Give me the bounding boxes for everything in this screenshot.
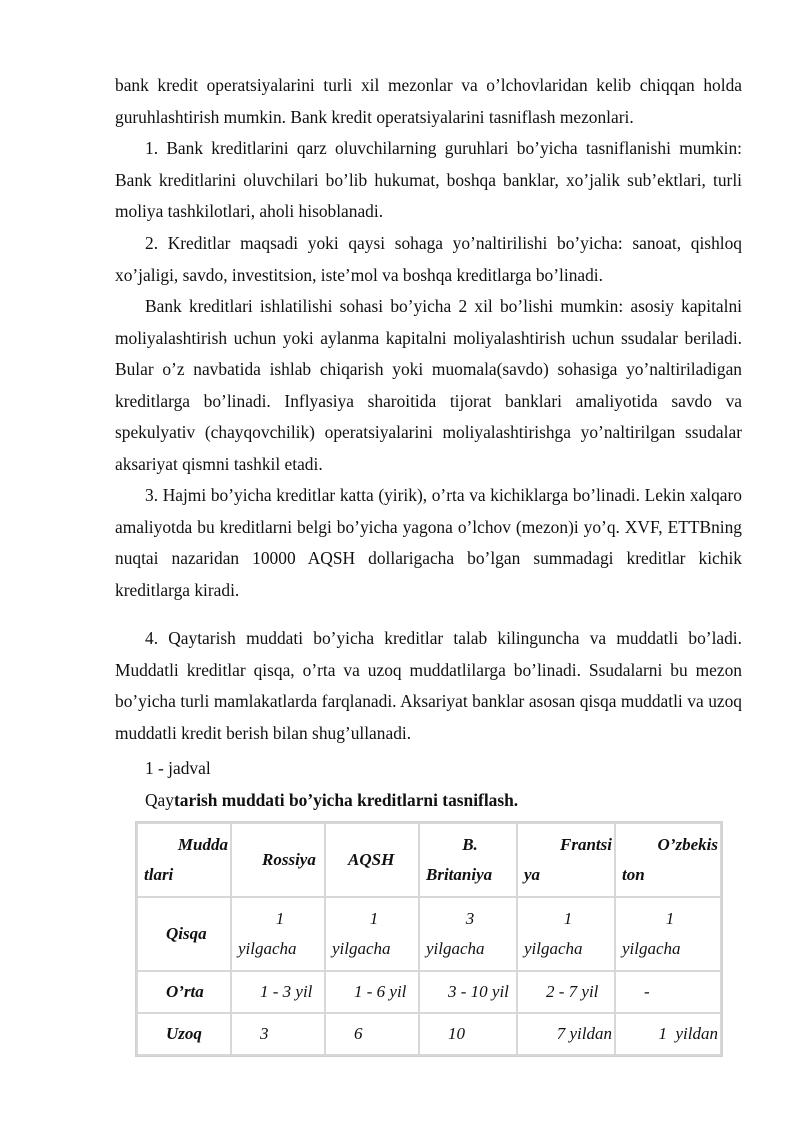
table-cell: 1 yilgacha bbox=[231, 897, 325, 971]
table-cell: 10 bbox=[419, 1013, 517, 1055]
caption-prefix: Qay bbox=[145, 790, 174, 810]
table-row bbox=[137, 1013, 721, 1055]
row-label-short: Qisqa bbox=[137, 897, 231, 971]
table-cell: 1 yilgacha bbox=[517, 897, 615, 971]
paragraph-criterion-1: 1. Bank kreditlarini qarz oluvchilarning guruhlari bo’yicha tasniflanishi mumkin: Bank kreditlarini oluvchilari bo’lib hukumat, boshqa banklar, xo’jalik sub’ektlari, turli moliya tashkilotlari, aholi hisoblanadi. bbox=[115, 138, 742, 222]
paragraph-criterion-4: 4. Qaytarish muddati bo’yicha kreditlar talab kilinguncha va muddatli bo’ladi. Muddatli kreditlar qisqa, o’rta va uzoq muddatlilarga bo’linadi. Ssudalarni bu mezon bo’yicha turli mamlakatlarda farqlanadi. Aksariyat banklar asosan qisqa muddatli va uzoq muddatli kredit berish bilan shug’ullanadi. bbox=[115, 628, 742, 743]
credit-term-table bbox=[136, 822, 722, 1056]
table-row bbox=[137, 897, 721, 971]
header-russia: Rossiya bbox=[231, 823, 325, 897]
header-term: Mudda tlari bbox=[137, 823, 231, 897]
table-cell: - bbox=[615, 971, 721, 1013]
table-cell: 1 yildan bbox=[615, 1013, 721, 1055]
table-row bbox=[137, 971, 721, 1013]
table-cell: 6 bbox=[325, 1013, 419, 1055]
paragraph-criterion-2: 2. Kreditlar maqsadi yoki qaysi sohaga yo’naltirilishi bo’yicha: sanoat, qishloq xo’jaligi, savdo, investitsion, iste’mol va boshqa kreditlarga bo’linadi. bbox=[115, 233, 742, 285]
table-caption bbox=[145, 785, 518, 817]
table-cell: 3 - 10 yil bbox=[419, 971, 517, 1013]
table-cell: 1 yilgacha bbox=[615, 897, 721, 971]
row-label-medium: O’rta bbox=[137, 971, 231, 1013]
table-number: 1 - jadval bbox=[145, 758, 211, 778]
header-france: Frantsi ya bbox=[517, 823, 615, 897]
header-usa: AQSH bbox=[325, 823, 419, 897]
paragraph-intro: bank kredit operatsiyalarini turli xil mezonlar va o’lchovlaridan kelib chiqqan holda guruhlashtirish mumkin. Bank kredit operatsiyalarini tasniflash mezonlari. bbox=[115, 75, 742, 127]
row-label-long: Uzoq bbox=[137, 1013, 231, 1055]
table-cell: 3 bbox=[231, 1013, 325, 1055]
header-britain: B. Britaniya bbox=[419, 823, 517, 897]
paragraph-usage-area: Bank kreditlari ishlatilishi sohasi bo’yicha 2 xil bo’lishi mumkin: asosiy kapitalni moliyalashtirish uchun yoki aylanma kapitalni moliyalashtirish uchun ssudalar beriladi. Bular o’z navbatida ishlab chiqarish yoki muomala(savdo) sohasiga yo’naltiriladigan kreditlarga bo’linadi. Inflyasiya sharoitida tijorat banklari amaliyotida savdo va spekulyativ (chayqovchilik) operatsiyalarini moliyalashtirishga yo’naltirilgan ssudalar aksariyat qismni tashkil etadi. bbox=[115, 296, 742, 474]
table-header-row bbox=[137, 823, 721, 897]
paragraph-criterion-3: 3. Hajmi bo’yicha kreditlar katta (yirik), o’rta va kichiklarga bo’linadi. Lekin xalqaro amaliyotda bu kreditlarni belgi bo’yicha yagona o’lchov (mezon)i yo’q. XVF, ETTBning nuqtai nazaridan 10000 AQSH dollarigacha bo’lgan summadagi kreditlar kichik kreditlarga kiradi. bbox=[115, 485, 742, 600]
table-cell: 1 - 3 yil bbox=[231, 971, 325, 1013]
table-cell: 1 yilgacha bbox=[325, 897, 419, 971]
table-cell: 7 yildan bbox=[517, 1013, 615, 1055]
table-cell: 1 - 6 yil bbox=[325, 971, 419, 1013]
caption-bold: tarish muddati bo’yicha kreditlarni tasniflash. bbox=[173, 790, 519, 810]
table-cell: 2 - 7 yil bbox=[517, 971, 615, 1013]
table-cell: 3 yilgacha bbox=[419, 897, 517, 971]
header-uzbekistan: O’zbekis ton bbox=[615, 823, 721, 897]
